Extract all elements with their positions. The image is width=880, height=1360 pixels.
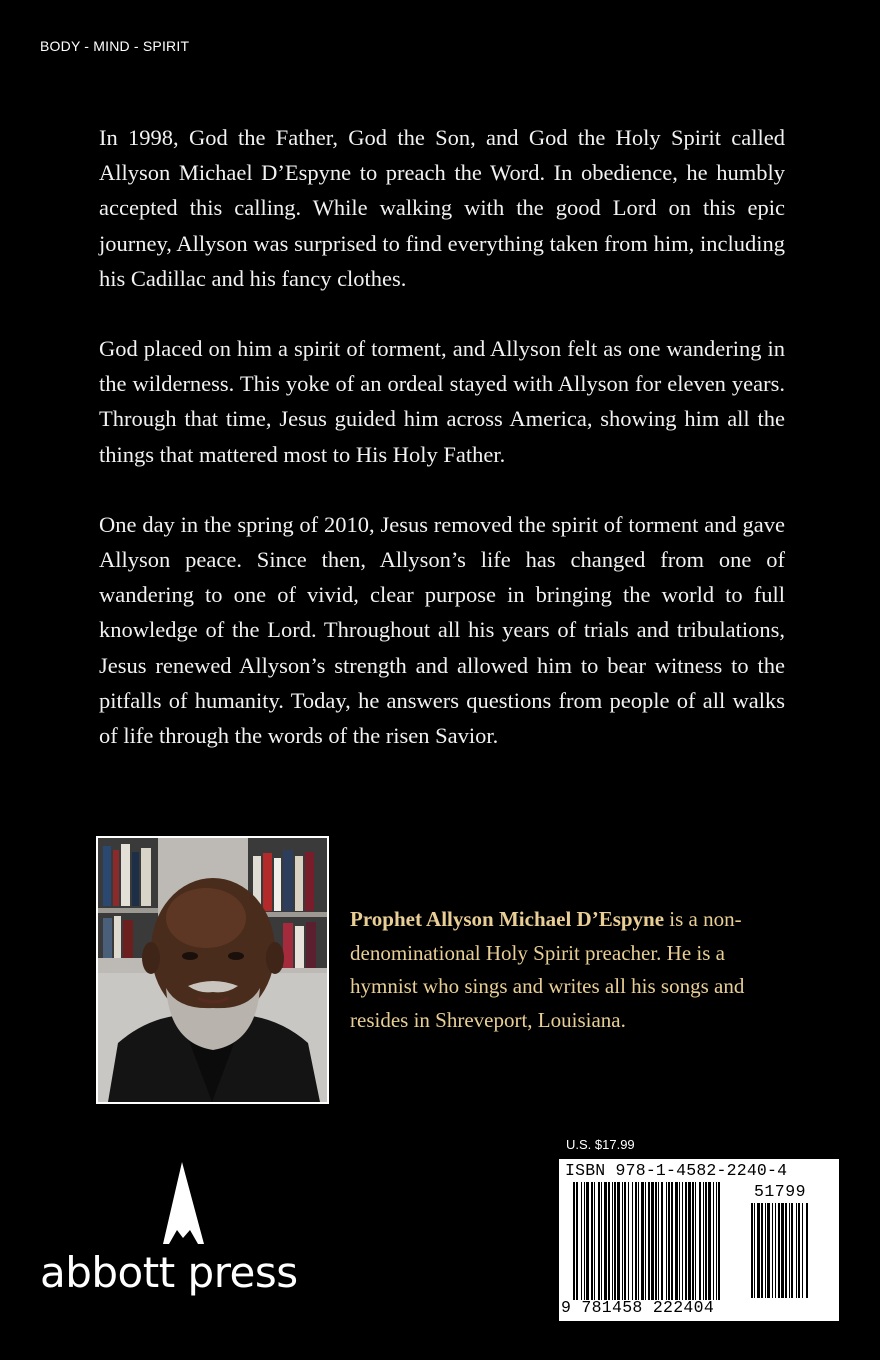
barcode-bar (699, 1182, 701, 1300)
barcode-addon-digits: 51799 (754, 1182, 807, 1201)
barcode-bar (757, 1203, 760, 1298)
barcode-bar (806, 1203, 808, 1298)
barcode-bar (608, 1182, 610, 1300)
barcode-bar (622, 1182, 623, 1300)
barcode-bar (781, 1203, 784, 1298)
isbn-text: ISBN 978-1-4582-2240-4 (565, 1161, 788, 1180)
blurb-paragraph: God placed on him a spirit of torment, and Allyson felt as one wandering in the wilderness. This yoke of an ordeal stayed with Allyson for eleven years. Through that time, Jesus guided him across America, showing him all the things that mattered most to His Holy Father. (99, 336, 785, 467)
barcode-bar (767, 1203, 770, 1298)
ean-barcode-bars (573, 1182, 745, 1300)
barcode-bar (692, 1182, 694, 1300)
barcode-bar (679, 1182, 680, 1300)
barcode-bar (591, 1182, 593, 1300)
barcode-bar (651, 1182, 654, 1300)
author-bio-text: is a non-denominational Holy Spirit preacher. He is a hymnist who sings and writes all his songs and resides in Shreveport, Louisiana. (350, 907, 745, 1032)
barcode-bar (751, 1203, 753, 1298)
barcode-bar (581, 1182, 582, 1300)
barcode-bar (791, 1203, 793, 1298)
barcode-bar (802, 1203, 803, 1298)
barcode-bar (635, 1182, 637, 1300)
barcode-bar (666, 1182, 667, 1300)
author-photo (96, 836, 329, 1104)
barcode-bar (601, 1182, 602, 1300)
barcode-bar (648, 1182, 650, 1300)
blurb-paragraph: One day in the spring of 2010, Jesus removed the spirit of torment and gave Allyson peace. Since then, Allyson’s life has changed from one of wandering to one of vivid, clear purpose in bringing the world to full knowledge of the Lord. Throughout all his years of trials and tribulations, Jesus renewed Allyson’s strength and allowed him to bear witness to the pitfalls of humanity. Today, he answers questions from people of all walks of life through the words of the risen Savior. (99, 511, 785, 749)
barcode-bar (761, 1203, 763, 1298)
blurb-paragraph: In 1998, God the Father, God the Son, and God the Holy Spirit called Allyson Michael D’Espyne to preach the Word. In obedience, he humbly accepted this calling. While walking with the good Lord on this epic journey, Allyson was surprised to find everything taken from him, including his Cadillac and his fancy clothes. (99, 125, 785, 291)
barcode-bar (655, 1182, 657, 1300)
barcode-bar (624, 1182, 626, 1300)
barcode-bar (661, 1182, 663, 1300)
barcode-bar (594, 1182, 595, 1300)
addon-barcode-bars (751, 1203, 833, 1298)
barcode-bar (586, 1182, 589, 1300)
author-bio (350, 903, 790, 1037)
barcode-bar (703, 1182, 704, 1300)
barcode-bar (632, 1182, 633, 1300)
category-label: BODY - MIND - SPIRIT (40, 38, 190, 54)
barcode-bar (668, 1182, 670, 1300)
author-name: Prophet Allyson Michael D’Espyne (350, 907, 665, 931)
publisher-name: abbott press (40, 1248, 298, 1297)
barcode-bar (713, 1182, 714, 1300)
barcode-bar (645, 1182, 646, 1300)
barcode-bar (658, 1182, 659, 1300)
barcode-bar (785, 1203, 787, 1298)
barcode-bar (614, 1182, 616, 1300)
barcode-bar (708, 1182, 711, 1300)
back-cover-blurb (99, 120, 785, 788)
barcode-bar (682, 1182, 683, 1300)
barcode-bar (695, 1182, 696, 1300)
barcode-bar (584, 1182, 585, 1300)
price-label: U.S. $17.99 (566, 1137, 635, 1152)
author-portrait-illustration (98, 838, 327, 1102)
barcode-bar (573, 1182, 575, 1300)
barcode-bar (716, 1182, 717, 1300)
barcode-bar (798, 1203, 800, 1298)
barcode-bar (604, 1182, 607, 1300)
barcode-bar (778, 1203, 780, 1298)
barcode-bar (789, 1203, 790, 1298)
barcode-bar (671, 1182, 673, 1300)
barcode-bar (772, 1203, 773, 1298)
barcode-bar (628, 1182, 629, 1300)
barcode-bar (612, 1182, 613, 1300)
barcode-bar (685, 1182, 687, 1300)
barcode-bar (598, 1182, 600, 1300)
barcode-bar (775, 1203, 776, 1298)
barcode-bar (617, 1182, 620, 1300)
barcode-bar (796, 1203, 797, 1298)
barcode-bar (675, 1182, 678, 1300)
barcode-bar (688, 1182, 691, 1300)
barcode-bar (705, 1182, 707, 1300)
barcode-bar (765, 1203, 766, 1298)
barcode-bar (718, 1182, 720, 1300)
barcode-bar (576, 1182, 578, 1300)
isbn-barcode (559, 1159, 839, 1321)
barcode-ean-digits: 9 781458 222404 (561, 1298, 715, 1317)
barcode-bar (641, 1182, 644, 1300)
barcode-bar (754, 1203, 755, 1298)
barcode-bar (638, 1182, 639, 1300)
